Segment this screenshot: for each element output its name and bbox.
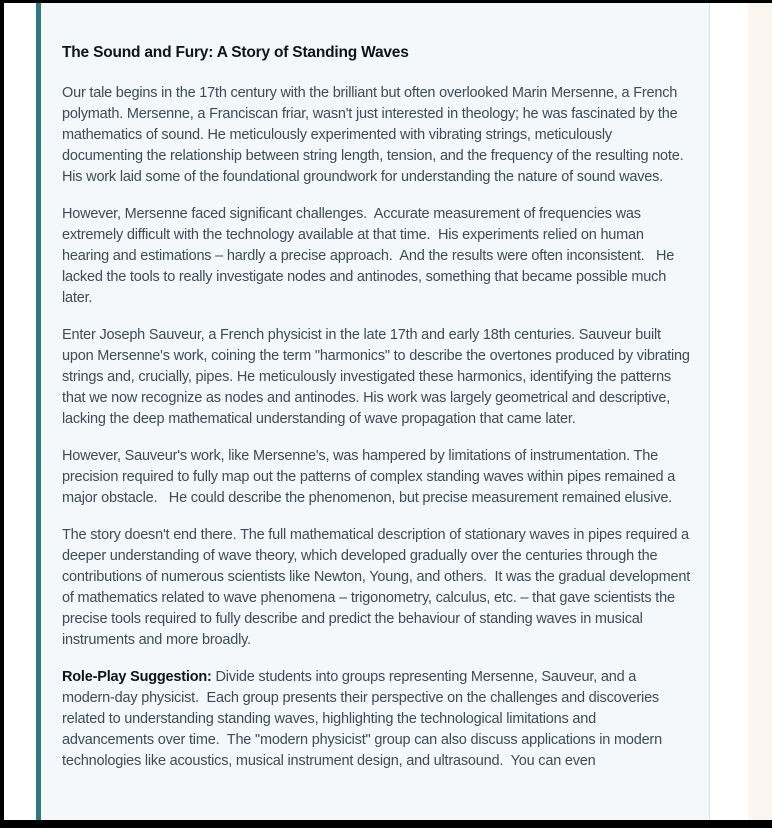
paragraph-wave-theory: The story doesn't end there. The full mathematical description of stationary waves in pipes required a deeper understanding of wave theory, which developed gradually over the centuries through the contributions of numerous scientists like Newton, Young, and others. It was the gradual development of mathematics related to wave phenomena – trigonometry, calculus, etc. – that gave scientists the precise tools required to fully describe and predict the behaviour of standing waves in musical instruments and more broadly.	[62, 527, 694, 648]
bottom-border	[0, 820, 772, 828]
document-title: The Sound and Fury: A Story of Standing Waves	[62, 44, 409, 61]
paragraph-mersenne-intro: Our tale begins in the 17th century with the brilliant but often overlooked Marin Mersenne, a French polymath. Mersenne, a Franciscan friar, wasn't just interested in theology; he was fascinated by the mathematics of sound. He meticulously experimented with vibrating strings, meticulously documenting the relationship between string length, tension, and the frequency of the resulting note. His work laid some of the foundational groundwork for understanding the nature of sound waves.	[62, 85, 688, 185]
paragraph-sauveur-limitations: However, Sauveur's work, like Mersenne's, was hampered by limitations of instrumentation. The precision required to fully map out the patterns of complex standing waves within pipes remained a major obstacle. He could describe the phenomenon, but precise measurement remained elusive.	[62, 448, 679, 506]
paragraph-role-play	[62, 667, 691, 772]
document-content	[41, 3, 710, 820]
side-panel	[748, 3, 772, 820]
top-border	[0, 0, 772, 3]
role-play-label: Role-Play Suggestion:	[62, 669, 212, 685]
accent-bar	[36, 3, 41, 820]
paragraph-sauveur-intro: Enter Joseph Sauveur, a French physicist in the late 17th and early 18th centuries. Sauveur built upon Mersenne's work, coining the term "harmonics" to describe the overtones produced by vibrating strings and, crucially, pipes. He meticulously investigated these harmonics, identifying the patterns that we now recognize as nodes and antinodes. His work was largely geometrical and descriptive, lacking the deep mathematical understanding of wave propagation that came later.	[62, 327, 694, 427]
role-play-text: Divide students into groups representing Mersenne, Sauveur, and a modern-day physicist. Each group presents their perspective on the challenges and discoveries related to understanding standing waves, highlighting the technological limitations and advancements over time. The "modern physicist" group can also discuss applications in modern technologies like acoustics, musical instrument design, and ultrasound. You can even	[62, 669, 666, 769]
paragraph-mersenne-challenges: However, Mersenne faced significant challenges. Accurate measurement of frequencies was extremely difficult with the technology available at that time. His experiments relied on human hearing and estimations – hardly a precise approach. And the results were often inconsistent. He lacked the tools to really investigate nodes and antinodes, something that became possible much later.	[62, 206, 678, 306]
left-border	[0, 0, 4, 828]
